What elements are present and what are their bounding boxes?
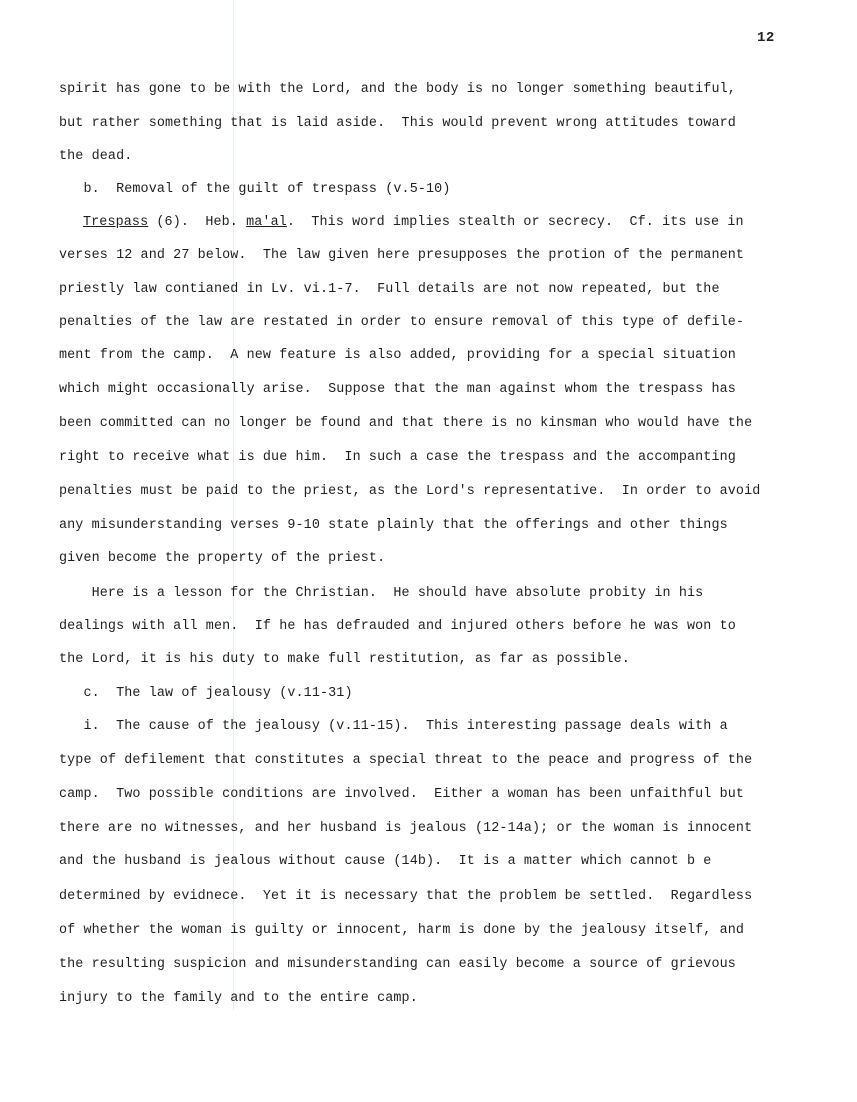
text-line: given become the property of the priest.: [59, 551, 386, 566]
text-line: been committed can no longer be found and that there is no kinsman who would have the: [59, 416, 753, 431]
text-line: the Lord, it is his duty to make full restitution, as far as possible.: [59, 652, 630, 667]
text-line: dealings with all men. If he has defrauded and injured others before he was won to: [59, 619, 736, 634]
text-line: injury to the family and to the entire camp.: [59, 991, 418, 1006]
text-line: ment from the camp. A new feature is also added, providing for a special situation: [59, 348, 736, 363]
text-line: verses 12 and 27 below. The law given here presupposes the protion of the permanent: [59, 248, 745, 263]
term-trespass: Trespass: [83, 215, 149, 230]
text-line: but rather something that is laid aside. This would prevent wrong attitudes toward: [59, 116, 736, 131]
page-number: 12: [757, 30, 775, 46]
subheading: c. The law of jealousy (v.11-31): [59, 686, 353, 701]
text-line: penalties must be paid to the priest, as the Lord's representative. In order to avoid: [59, 484, 761, 499]
text-line: there are no witnesses, and her husband is jealous (12-14a); or the woman is innocent: [59, 821, 753, 836]
text-fragment: . This word implies stealth or secrecy. Cf. its use in: [286, 215, 744, 230]
text-line: and the husband is jealous without cause (14b). It is a matter which cannot b e: [59, 854, 712, 869]
text-line: any misunderstanding verses 9-10 state plainly that the offerings and other things: [59, 518, 728, 533]
text-line: Here is a lesson for the Christian. He should have absolute probity in his: [59, 586, 704, 601]
text-line: the dead.: [59, 149, 133, 164]
text-line: of whether the woman is guilty or innocent, harm is done by the jealousy itself, and: [59, 923, 745, 938]
text-line: penalties of the law are restated in order to ensure removal of this type of defile-: [59, 315, 745, 330]
text-line: which might occasionally arise. Suppose that the man against whom the trespass has: [59, 382, 736, 397]
text-line: type of defilement that constitutes a special threat to the peace and progress of the: [59, 753, 753, 768]
text-line: [83, 214, 744, 232]
text-line: the resulting suspicion and misunderstanding can easily become a source of grievous: [59, 957, 736, 972]
text-fragment: (6). Heb.: [148, 215, 247, 230]
text-line: priestly law contianed in Lv. vi.1-7. Full details are not now repeated, but the: [59, 282, 720, 297]
term-hebrew: ma'al: [246, 215, 287, 230]
text-line: camp. Two possible conditions are involved. Either a woman has been unfaithful but: [59, 787, 745, 802]
text-line: spirit has gone to be with the Lord, and the body is no longer something beautiful,: [59, 82, 736, 97]
text-line: right to receive what is due him. In such a case the trespass and the accompanting: [59, 450, 736, 465]
text-line: i. The cause of the jealousy (v.11-15). This interesting passage deals with a: [59, 719, 728, 734]
text-line: determined by evidnece. Yet it is necessary that the problem be settled. Regardless: [59, 889, 753, 904]
subheading: b. Removal of the guilt of trespass (v.5-10): [59, 182, 451, 197]
